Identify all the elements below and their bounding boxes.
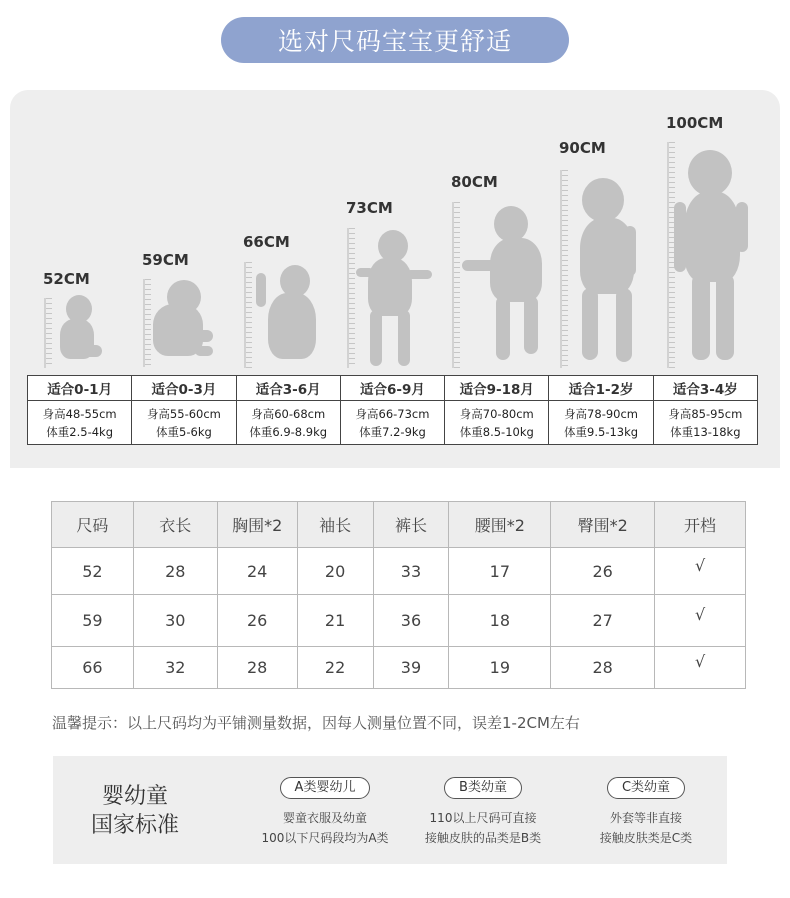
page-title: 选对尺码宝宝更舒适 (221, 17, 569, 63)
height-label: 52CM (43, 270, 90, 288)
body-weight: 体重9.5-13kg (564, 424, 639, 439)
body-height: 身高55-60cm (146, 406, 221, 421)
check-mark: √ (694, 605, 706, 624)
age-label: 适合0-1月 (28, 376, 131, 401)
age-cell (654, 376, 757, 444)
age-cell (549, 376, 653, 444)
table-cell: 27 (551, 595, 655, 647)
class-desc-line: 接触皮肤的品类是B类 (424, 831, 542, 845)
age-cell (132, 376, 236, 444)
table-cell: 22 (297, 647, 373, 689)
height-label: 66CM (243, 233, 290, 251)
table-cell: 59 (52, 595, 134, 647)
growth-chart-panel (10, 90, 780, 468)
body-height: 身高70-80cm (459, 406, 534, 421)
table-cell: 28 (217, 647, 297, 689)
body-weight: 体重8.5-10kg (459, 424, 534, 439)
age-label: 适合1-2岁 (549, 376, 652, 401)
table-cell: 26 (551, 548, 655, 595)
body-weight: 体重6.9-8.9kg (249, 424, 328, 439)
class-c (561, 776, 731, 848)
table-row (52, 548, 746, 595)
height-ruler (143, 279, 151, 367)
body-weight: 体重5-6kg (156, 424, 212, 439)
height-label: 100CM (666, 114, 724, 132)
table-cell: 28 (133, 548, 217, 595)
age-cell (341, 376, 445, 444)
table-cell: 32 (133, 647, 217, 689)
table-cell (655, 548, 746, 595)
body-height: 身高66-73cm (355, 406, 430, 421)
size-chart-table (51, 501, 746, 689)
measurement-tip: 温馨提示：以上尺码均为平铺测量数据，因每人测量位置不同，误差1-2CM左右 (52, 714, 580, 732)
column-header: 袖长 (297, 502, 373, 548)
column-header: 尺码 (52, 502, 134, 548)
table-cell: 21 (297, 595, 373, 647)
column-header: 开档 (655, 502, 746, 548)
class-tag: B类幼童 (444, 777, 522, 799)
table-cell: 17 (449, 548, 551, 595)
table-cell: 20 (297, 548, 373, 595)
column-header: 裤长 (373, 502, 449, 548)
standard-title (85, 782, 185, 840)
standard-title-line2: 国家标准 (90, 813, 179, 838)
column-header: 臀围*2 (551, 502, 655, 548)
table-cell: 18 (449, 595, 551, 647)
class-desc-line: 100以下尺码段均为A类 (261, 831, 389, 845)
table-cell: 28 (551, 647, 655, 689)
column-header: 衣长 (133, 502, 217, 548)
class-desc-line: 110以上尺码可直接 (429, 811, 537, 825)
height-ruler (452, 202, 460, 368)
table-cell: 26 (217, 595, 297, 647)
age-cell (445, 376, 549, 444)
class-description (240, 808, 410, 848)
table-cell (655, 595, 746, 647)
table-cell: 24 (217, 548, 297, 595)
check-mark: √ (694, 652, 706, 671)
body-weight: 体重7.2-9kg (359, 424, 426, 439)
body-weight: 体重13-18kg (670, 424, 741, 439)
age-label: 适合3-6月 (237, 376, 340, 401)
height-ruler (560, 170, 568, 368)
height-label: 90CM (559, 139, 606, 157)
table-cell: 36 (373, 595, 449, 647)
standard-title-line1: 婴幼童 (101, 784, 168, 809)
table-row (52, 647, 746, 689)
column-header: 胸围*2 (217, 502, 297, 548)
table-header-row (52, 502, 746, 548)
class-tag: A类婴幼儿 (280, 777, 371, 799)
class-description (398, 808, 568, 848)
height-ruler (44, 298, 52, 368)
age-cell (28, 376, 132, 444)
class-b (398, 776, 568, 848)
class-a (240, 776, 410, 848)
table-cell: 39 (373, 647, 449, 689)
age-label: 适合0-3月 (132, 376, 235, 401)
table-cell: 30 (133, 595, 217, 647)
national-standard-panel (53, 756, 727, 864)
height-ruler (347, 228, 355, 368)
height-label: 73CM (346, 199, 393, 217)
table-cell: 19 (449, 647, 551, 689)
height-label: 59CM (142, 251, 189, 269)
column-header: 腰围*2 (449, 502, 551, 548)
age-cell (237, 376, 341, 444)
age-size-table (27, 375, 758, 445)
body-weight: 体重2.5-4kg (46, 424, 113, 439)
body-height: 身高60-68cm (251, 406, 326, 421)
age-label: 适合6-9月 (341, 376, 444, 401)
table-row (52, 595, 746, 647)
body-height: 身高48-55cm (42, 406, 117, 421)
class-desc-line: 接触皮肤类是C类 (599, 831, 693, 845)
height-label: 80CM (451, 173, 498, 191)
table-cell: 33 (373, 548, 449, 595)
height-ruler (244, 262, 252, 368)
check-mark: √ (694, 555, 706, 575)
age-label: 适合3-4岁 (654, 376, 757, 401)
table-cell: 52 (52, 548, 134, 595)
class-tag: C类幼童 (607, 777, 685, 799)
table-cell (655, 647, 746, 689)
class-desc-line: 外套等非直接 (609, 811, 682, 825)
class-desc-line: 婴童衣服及幼童 (282, 811, 367, 825)
table-cell: 66 (52, 647, 134, 689)
body-height: 身高85-95cm (668, 406, 743, 421)
age-label: 适合9-18月 (445, 376, 548, 401)
class-description (561, 808, 731, 848)
body-height: 身高78-90cm (564, 406, 639, 421)
